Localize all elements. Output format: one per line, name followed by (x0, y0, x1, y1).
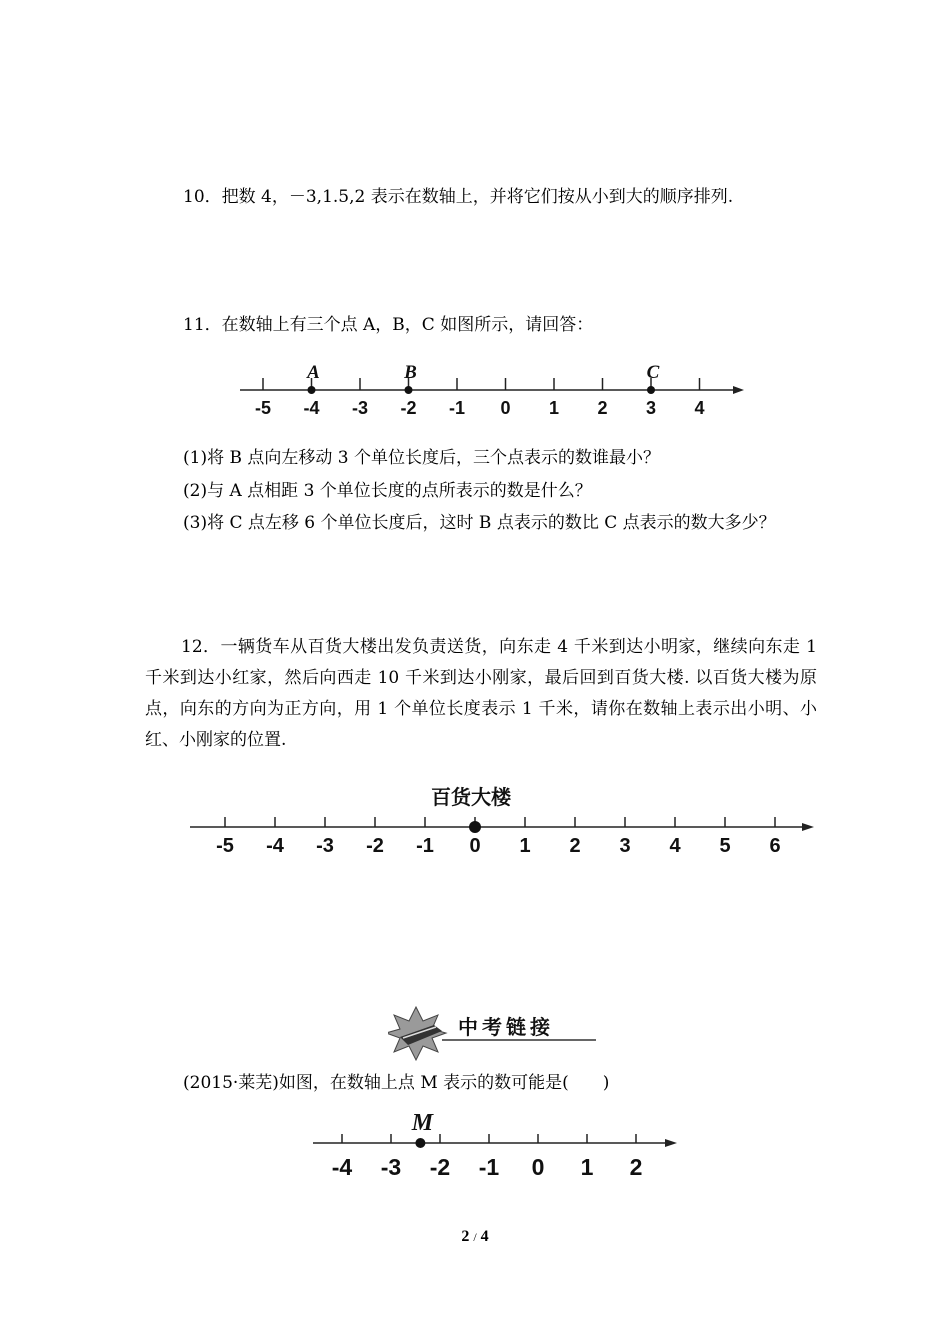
q11-tick-label: 3 (645, 398, 657, 418)
q11-tick-label: 1 (548, 398, 560, 418)
page-separator: / (473, 1230, 477, 1244)
number-line-q12 (180, 780, 830, 860)
origin-label: 百货大楼 (431, 785, 511, 809)
q12-point (469, 821, 481, 833)
total-pages: 4 (480, 1228, 489, 1245)
zk-tick-label: -4 (331, 1154, 353, 1180)
number-line-zhongkao (305, 1106, 685, 1186)
q12-tick-label: -1 (416, 835, 434, 857)
q12-tick-label: 4 (669, 835, 681, 857)
q12-tick-label: 2 (569, 835, 581, 857)
q12-tick-label: 3 (619, 835, 631, 857)
question-12: 12．一辆货车从百货大楼出发负责送货，向东走 4 千米到达小明家，继续向东走 1 千米到达小红家，然后向西走 10 千米到达小刚家，最后回到百货大楼. 以百货大楼为原点，向东的方向为正方向，用 1 个单位长度表示 1 千米，请你在数轴上表示出小明、小红、小刚家的位置. (145, 637, 817, 750)
question-10: 10．把数 4，－3,1.5,2 表示在数轴上，并将它们按从小到大的顺序排列. (183, 187, 734, 207)
q11-tick-label: -4 (303, 398, 320, 418)
q11-point (647, 386, 655, 394)
question-11-part-3: (3)将 C 点左移 6 个单位长度后，这时 B 点表示的数比 C 点表示的数大多少？ (183, 513, 776, 533)
q11-tick-label: -1 (448, 398, 466, 418)
q12-tick-label: -4 (266, 835, 284, 857)
q11-point (405, 386, 413, 394)
q11-tick-label: 2 (597, 398, 608, 418)
q11-tick-label: -5 (254, 398, 272, 418)
q11-tick-label: 4 (694, 398, 705, 418)
zk-point (415, 1138, 425, 1148)
question-11-part-1: (1)将 B 点向左移动 3 个单位长度后，三个点表示的数谁最小？ (183, 448, 661, 468)
zk-point-label: M (411, 1110, 434, 1136)
q11-point-label: A (307, 362, 320, 383)
question-11-part-2: (2)与 A 点相距 3 个单位长度的点所表示的数是什么？ (183, 481, 592, 501)
zk-tick-label: 2 (629, 1154, 643, 1180)
zk-tick-label: -2 (429, 1154, 451, 1180)
q11-point-label: B (404, 362, 417, 383)
zhongkao-question: (2015·莱芜)如图，在数轴上点 M 表示的数可能是( ) (183, 1073, 610, 1093)
zk-tick-label: 0 (531, 1154, 545, 1180)
zk-tick-label: 1 (580, 1154, 594, 1180)
q11-point-label: C (646, 362, 660, 383)
current-page: 2 (461, 1228, 470, 1245)
q12-tick-label: -3 (316, 835, 334, 857)
question-11: 11．在数轴上有三个点 A，B，C 如图所示，请回答： (183, 315, 594, 335)
zk-tick-label: -3 (380, 1154, 402, 1180)
zhongkao-banner (388, 1005, 600, 1061)
q12-tick-label: 6 (769, 835, 781, 857)
q11-tick-label: -3 (351, 398, 369, 418)
q11-tick-label: -2 (400, 398, 417, 418)
q12-tick-label: -5 (216, 835, 234, 857)
page-number (0, 1228, 950, 1246)
q12-tick-label: 1 (519, 835, 531, 857)
q11-point (308, 386, 316, 394)
zk-tick-label: -1 (478, 1154, 500, 1180)
number-line-q11 (230, 358, 760, 422)
zhongkao-title: 中考链接 (458, 1015, 554, 1039)
q12-tick-label: 5 (719, 835, 731, 857)
q11-tick-label: 0 (500, 398, 511, 418)
q12-tick-label: 0 (469, 835, 481, 857)
q12-tick-label: -2 (366, 835, 384, 857)
